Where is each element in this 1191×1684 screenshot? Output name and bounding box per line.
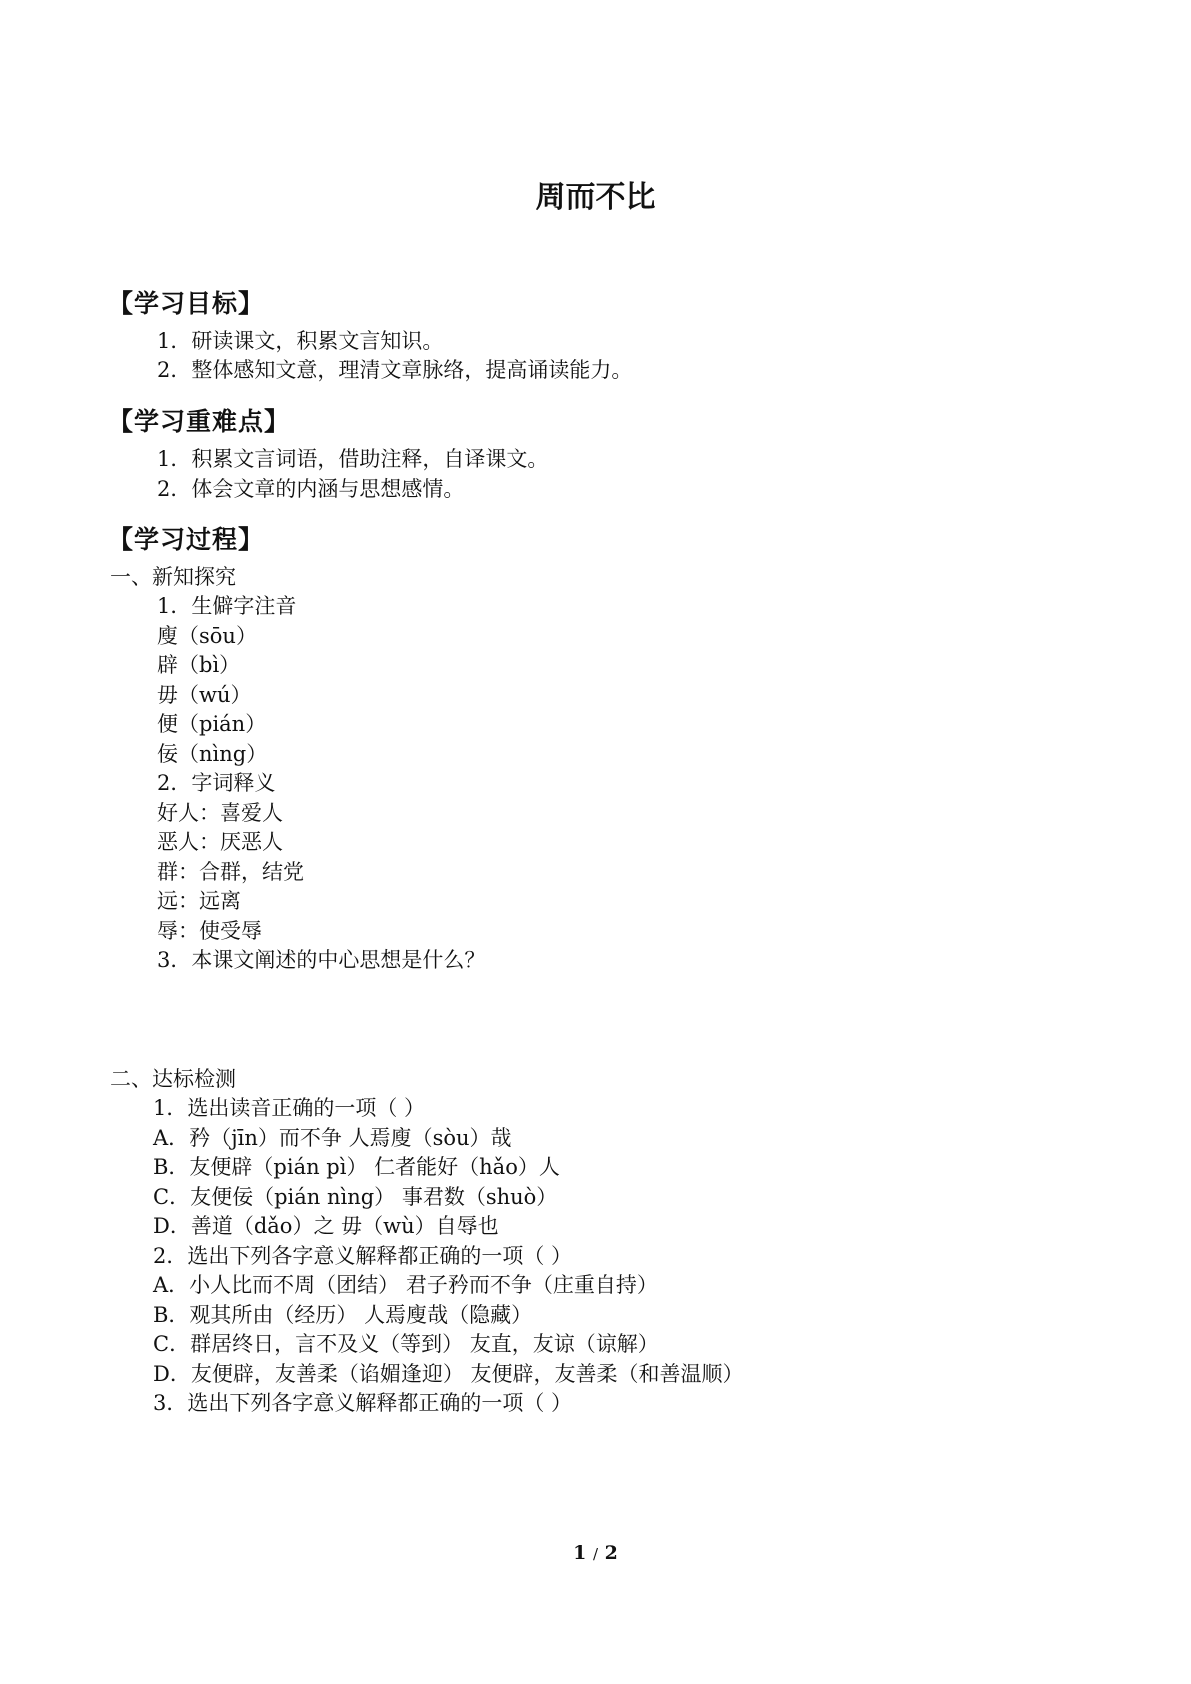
section-heading-goals: 【学习目标】 xyxy=(108,289,265,318)
list-item: 好人：喜爱人 xyxy=(157,801,283,825)
option-line: A．小人比而不周（团结） 君子矜而不争（庄重自持） xyxy=(153,1273,658,1297)
section-heading-process: 【学习过程】 xyxy=(108,525,265,554)
list-item: 群：合群，结党 xyxy=(157,860,304,884)
goal-item: 2．整体感知文意，理清文章脉络，提高诵读能力。 xyxy=(157,358,633,382)
option-line: D．友便辟，友善柔（谄媚逢迎） 友便辟，友善柔（和善温顺） xyxy=(153,1362,744,1386)
list-item: 3．本课文阐述的中心思想是什么？ xyxy=(157,948,486,972)
page-title: 周而不比 xyxy=(535,180,656,215)
part-title-new-knowledge: 一、新知探究 xyxy=(110,565,236,589)
page-current: 1 xyxy=(573,1542,587,1564)
list-item: 远：远离 xyxy=(157,889,241,913)
key-point-item: 2．体会文章的内涵与思想感情。 xyxy=(157,477,465,501)
question-line: 1．选出读音正确的一项（ ） xyxy=(153,1096,426,1120)
list-item: 1．生僻字注音 xyxy=(157,594,297,618)
list-item: 恶人：厌恶人 xyxy=(157,830,283,854)
list-item: 辟（bì） xyxy=(157,653,241,677)
question-line: 2．选出下列各字意义解释都正确的一项（ ） xyxy=(153,1244,573,1268)
option-line: D．善道（dǎo）之 毋（wù）自辱也 xyxy=(153,1214,499,1238)
part-title-assessment: 二、达标检测 xyxy=(110,1067,236,1091)
option-line: C．友便佞（pián nìng） 事君数（shuò） xyxy=(153,1185,558,1209)
list-item: 辱：使受辱 xyxy=(157,919,262,943)
section-heading-key-points: 【学习重难点】 xyxy=(108,407,291,436)
list-item: 廋（sōu） xyxy=(157,624,257,648)
list-item: 毋（wú） xyxy=(157,683,252,707)
page-total: 2 xyxy=(604,1542,618,1564)
list-item: 佞（nìng） xyxy=(157,742,268,766)
list-item: 2．字词释义 xyxy=(157,771,276,795)
option-line: B．观其所由（经历） 人焉廋哉（隐藏） xyxy=(153,1303,533,1327)
page-number xyxy=(0,1542,1191,1564)
list-item: 便（pián） xyxy=(157,712,267,736)
key-point-item: 1．积累文言词语，借助注释，自译课文。 xyxy=(157,447,549,471)
option-line: A．矜（jīn）而不争 人焉廋（sòu）哉 xyxy=(153,1126,512,1150)
goal-item: 1．研读课文，积累文言知识。 xyxy=(157,329,444,353)
page-separator: / xyxy=(592,1545,599,1563)
option-line: C．群居终日，言不及义（等到） 友直，友谅（谅解） xyxy=(153,1332,659,1356)
option-line: B．友便辟（pián pì） 仁者能好（hǎo）人 xyxy=(153,1155,560,1179)
question-line: 3．选出下列各字意义解释都正确的一项（ ） xyxy=(153,1391,573,1415)
